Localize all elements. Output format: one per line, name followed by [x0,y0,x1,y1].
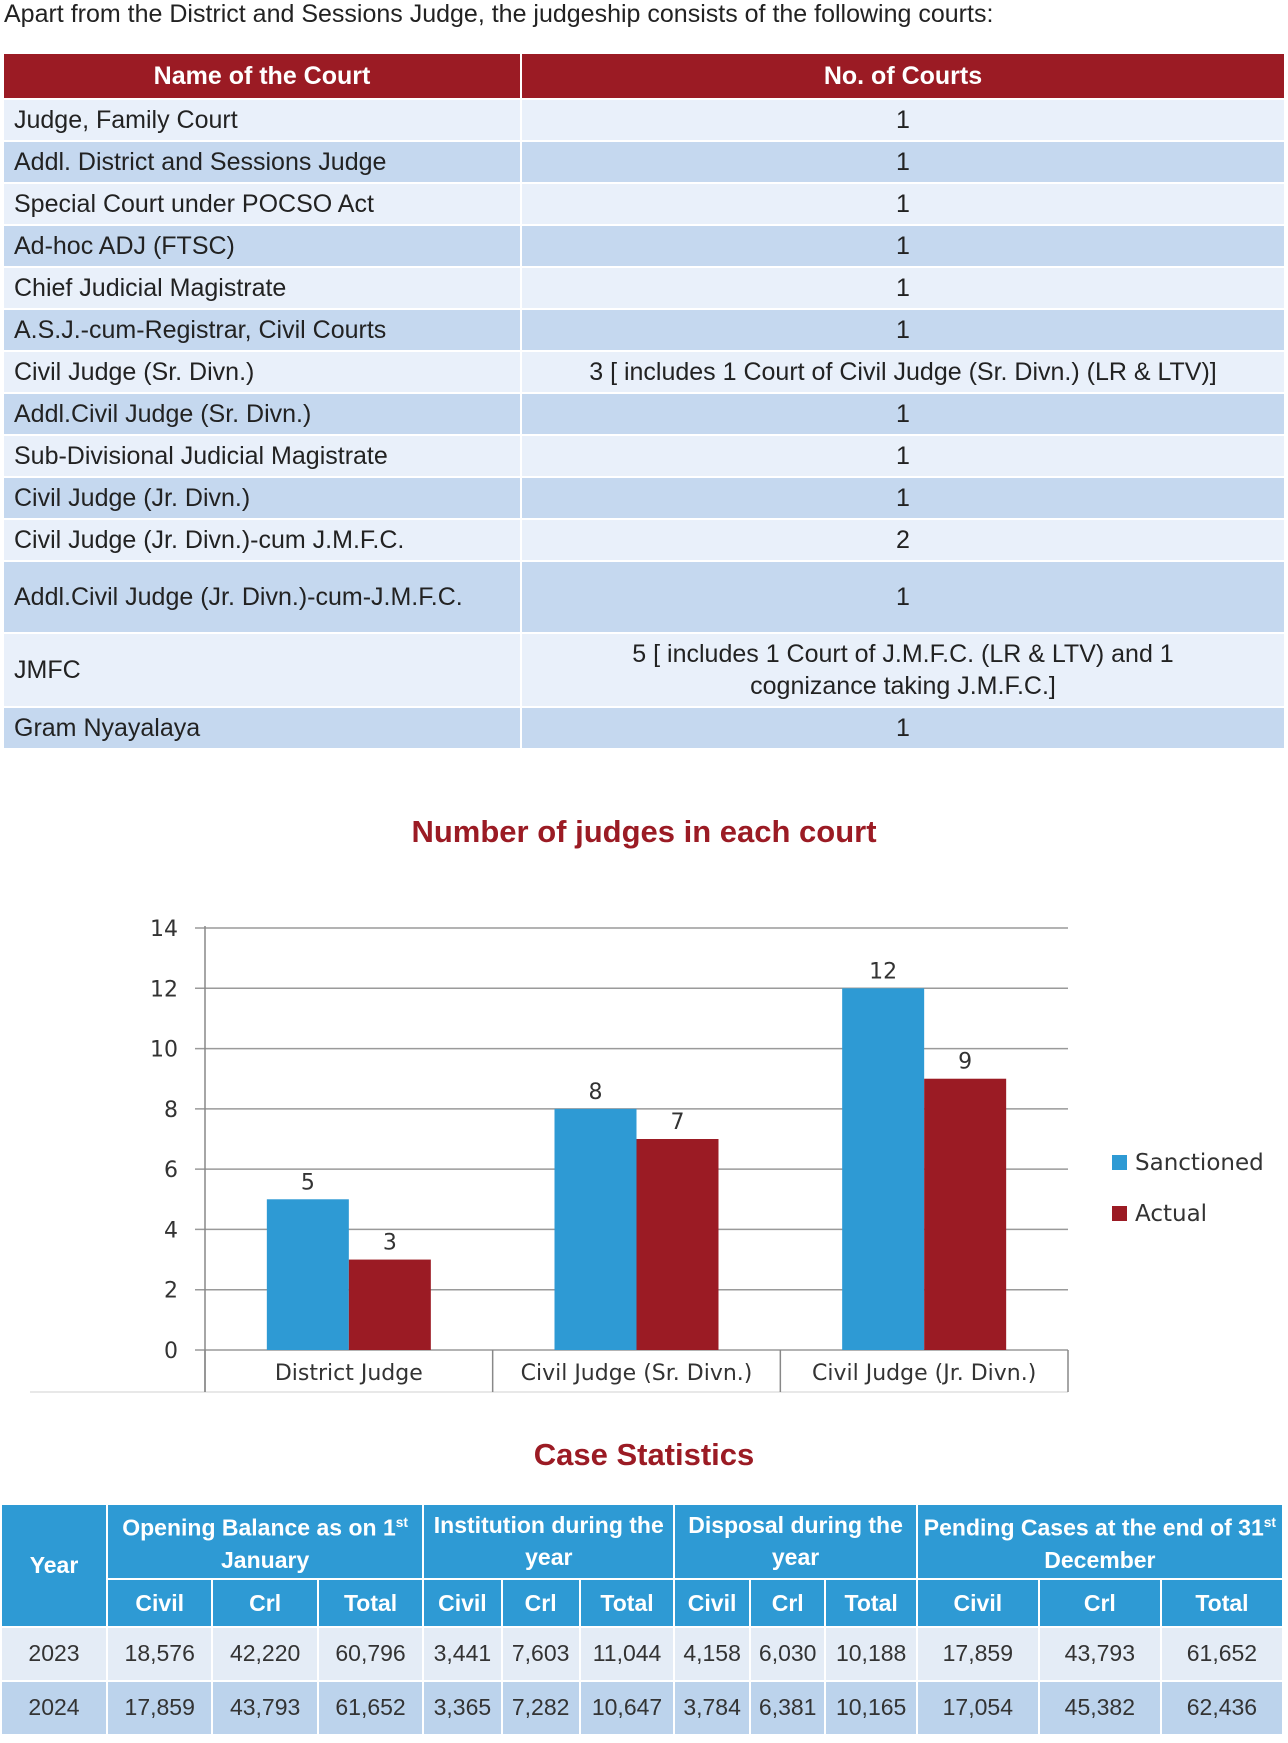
court-name: Chief Judicial Magistrate [3,267,521,309]
y-tick-label: 12 [150,977,178,1003]
subheader-civil: Civil [423,1579,501,1627]
group-header-text: Opening Balance as on 1 [122,1514,396,1541]
stats-cell: 10,165 [825,1681,916,1735]
court-name: Addl. District and Sessions Judge [3,141,521,183]
y-tick-label: 10 [150,1037,178,1063]
category-label: Civil Judge (Sr. Divn.) [520,1361,753,1386]
stats-group-header-row [1,1504,1283,1579]
court-name: Civil Judge (Sr. Divn.) [3,351,521,393]
subheader-total: Total [318,1579,423,1627]
court-name: Addl.Civil Judge (Sr. Divn.) [3,393,521,435]
subheader-crl: Crl [212,1579,317,1627]
court-count: 1 [521,141,1285,183]
data-label: 8 [588,1079,603,1105]
subheader-crl: Crl [1039,1579,1161,1627]
stats-cell: 18,576 [107,1627,212,1681]
court-count: 1 [521,477,1285,519]
court-count: 1 [521,561,1285,633]
subheader-crl: Crl [750,1579,826,1627]
stats-cell: 62,436 [1161,1681,1283,1735]
court-count: 1 [521,267,1285,309]
header-court-count: No. of Courts [521,53,1285,99]
case-statistics-table [0,1503,1284,1736]
stats-cell: 42,220 [212,1627,317,1681]
header-court-name: Name of the Court [3,53,521,99]
court-row [3,519,1285,561]
legend-label-sanctioned: Sanctioned [1135,1150,1264,1176]
stats-cell: 61,652 [1161,1627,1283,1681]
court-name: A.S.J.-cum-Registrar, Civil Courts [3,309,521,351]
legend-swatch-actual [1112,1206,1127,1221]
data-label: 3 [382,1230,397,1256]
court-count: 1 [521,183,1285,225]
intro-text: Apart from the District and Sessions Judge, the judgeship consists of the following courts: [4,0,994,28]
court-count: 1 [521,393,1285,435]
court-count: 2 [521,519,1285,561]
stats-cell: 6,030 [750,1627,826,1681]
stats-cell: 10,188 [825,1627,916,1681]
group-header [107,1504,423,1579]
chart-title: Number of judges in each court [411,814,877,849]
stats-cell: 3,784 [674,1681,750,1735]
data-label: 5 [300,1170,315,1196]
data-label: 7 [670,1110,685,1135]
stats-cell: 45,382 [1039,1681,1161,1735]
bar-sanctioned [842,988,924,1350]
group-header-text: Pending Cases at the end of 31 [923,1514,1264,1541]
stats-year: 2023 [1,1627,107,1681]
court-row [3,225,1285,267]
stats-cell: 10,647 [580,1681,675,1735]
stats-row [1,1627,1283,1681]
subheader-civil: Civil [674,1579,750,1627]
stats-cell: 60,796 [318,1627,423,1681]
court-row [3,141,1285,183]
y-tick-label: 8 [164,1097,178,1123]
subheader-total: Total [1161,1579,1283,1627]
stats-cell: 43,793 [212,1681,317,1735]
subheader-civil: Civil [917,1579,1039,1627]
court-count: 1 [521,707,1285,749]
data-label: 9 [958,1049,973,1075]
year-header: Year [1,1504,107,1627]
legend-swatch-sanctioned [1112,1155,1127,1170]
court-row [3,561,1285,633]
court-row [3,351,1285,393]
bar-actual [924,1079,1006,1350]
judges-bar-chart [0,880,1288,1400]
group-header [674,1504,917,1579]
stats-cell: 61,652 [318,1681,423,1735]
court-row [3,477,1285,519]
group-header-text-end: January [221,1546,310,1573]
legend-label-actual: Actual [1135,1201,1208,1227]
stats-cell: 3,441 [423,1627,501,1681]
stats-year: 2024 [1,1681,107,1735]
y-tick-label: 4 [164,1218,178,1244]
group-header-sup: st [1263,1515,1277,1530]
court-row [3,183,1285,225]
group-header-text-end: December [1044,1546,1156,1573]
subheader-crl: Crl [502,1579,580,1627]
stats-cell: 17,859 [917,1627,1039,1681]
subheader-total: Total [825,1579,916,1627]
court-count: 1 [521,435,1285,477]
stats-cell: 4,158 [674,1627,750,1681]
court-row [3,707,1285,749]
court-name: Gram Nyayalaya [3,707,521,749]
y-tick-label: 0 [164,1339,178,1364]
group-header-text: Institution during the year [433,1512,664,1571]
stats-title: Case Statistics [533,1437,755,1472]
category-label: District Judge [274,1361,423,1386]
courts-table [2,52,1286,750]
group-header [423,1504,674,1579]
stats-row [1,1681,1283,1735]
stats-cell: 3,365 [423,1681,501,1735]
group-header-text: Disposal during the year [688,1512,903,1571]
court-row [3,267,1285,309]
y-tick-label: 6 [164,1158,178,1184]
court-name: Civil Judge (Jr. Divn.) [3,477,521,519]
group-header [917,1504,1283,1579]
bar-actual [637,1139,719,1350]
category-label: Civil Judge (Jr. Divn.) [812,1361,1037,1386]
court-name: Addl.Civil Judge (Jr. Divn.)-cum-J.M.F.C. [3,561,521,633]
court-row [3,435,1285,477]
court-count: 5 [ includes 1 Court of J.M.F.C. (LR & LTV) and 1 cognizance taking J.M.F.C.] [521,633,1285,707]
data-label: 12 [869,959,898,985]
stats-subheader-row [1,1579,1283,1627]
court-count: 3 [ includes 1 Court of Civil Judge (Sr. Divn.) (LR & LTV)] [521,351,1285,393]
subheader-total: Total [580,1579,675,1627]
subheader-civil: Civil [107,1579,212,1627]
court-row [3,309,1285,351]
bar-sanctioned [267,1199,349,1350]
bar-actual [349,1260,431,1350]
stats-cell: 7,603 [502,1627,580,1681]
court-row [3,393,1285,435]
court-name: Special Court under POCSO Act [3,183,521,225]
court-name: Ad-hoc ADJ (FTSC) [3,225,521,267]
y-tick-label: 2 [164,1278,178,1304]
y-tick-label: 14 [150,917,178,942]
court-name: Sub-Divisional Judicial Magistrate [3,435,521,477]
court-count: 1 [521,225,1285,267]
court-count: 1 [521,99,1285,141]
court-row [3,633,1285,707]
stats-cell: 17,859 [107,1681,212,1735]
stats-cell: 6,381 [750,1681,826,1735]
court-name: JMFC [3,633,521,707]
stats-cell: 11,044 [580,1627,675,1681]
court-name: Judge, Family Court [3,99,521,141]
stats-cell: 7,282 [502,1681,580,1735]
group-header-sup: st [395,1515,409,1530]
courts-header-row [3,53,1285,99]
court-count: 1 [521,309,1285,351]
bar-sanctioned [555,1109,637,1350]
stats-cell: 43,793 [1039,1627,1161,1681]
stats-cell: 17,054 [917,1681,1039,1735]
court-name: Civil Judge (Jr. Divn.)-cum J.M.F.C. [3,519,521,561]
court-row [3,99,1285,141]
